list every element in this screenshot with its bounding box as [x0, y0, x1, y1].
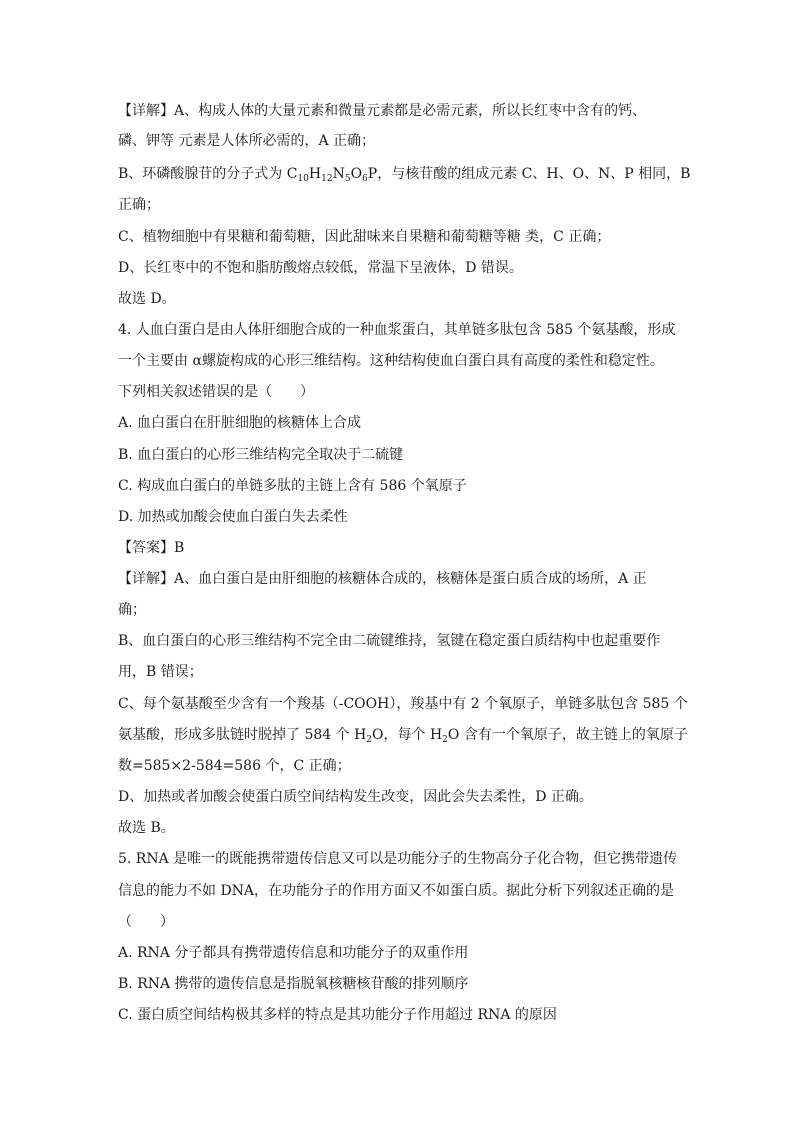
text-span: A. 血白蛋白在肝脏细胞的核糖体上合成 — [118, 415, 362, 431]
text-span: O — [350, 166, 363, 182]
text-line — [118, 258, 523, 278]
question-5-line — [118, 849, 677, 869]
text-line — [118, 756, 351, 776]
text-line — [118, 662, 203, 682]
text-span: 信息的能力不如 DNA，在功能分子的作用方面又不如蛋白质。据此分析下列叙述正确的是 — [118, 883, 675, 899]
text-span: C、植物细胞中有果糖和葡萄糖，因此甜味来自果糖和葡萄糖等糖 类，C 正确； — [118, 229, 611, 245]
text-line — [118, 131, 375, 151]
text-line — [118, 818, 175, 838]
text-span: N — [332, 166, 345, 182]
text-span: 确； — [118, 602, 146, 618]
text-span: D、加热或者加酸会使蛋白质空间结构发生改变，因此会失去柔性，D 正确。 — [118, 789, 593, 805]
text-span: B、血白蛋白的心形三维结构不完全由二硫键维持，氢键在稳定蛋白质结构中也起重要作 — [118, 633, 661, 649]
text-span: 故选 B。 — [118, 820, 175, 836]
text-span: D、长红枣中的不饱和脂肪酸熔点较低，常温下呈液体，D 错误。 — [118, 260, 523, 276]
formula-text-line — [118, 164, 690, 184]
option-b — [118, 974, 469, 994]
water-formula-line — [118, 725, 688, 745]
text-span: C. 蛋白质空间结构极其多样的特点是其功能分子作用超过 RNA 的原因 — [118, 1007, 557, 1023]
subscript: 10 — [297, 174, 309, 184]
text-span: （ ） — [118, 914, 174, 930]
text-span: 下列相关叙述错误的是（ ） — [118, 384, 314, 400]
option-b — [118, 445, 403, 465]
text-span: C. 构成血白蛋白的单链多肽的主链上含有 586 个氧原子 — [118, 478, 467, 494]
text-span: C、每个氨基酸至少含有一个羧基（-COOH），羧基中有 2 个氧原子，单链多肽包含 585 个 — [118, 696, 688, 712]
question-4-line — [118, 320, 675, 340]
text-span: 用，B 错误； — [118, 664, 203, 680]
text-span: A. RNA 分子都具有携带遗传信息和功能分子的双重作用 — [118, 945, 469, 961]
text-line — [118, 881, 674, 901]
text-span: 正确； — [118, 197, 160, 213]
text-span: 氨基酸，形成多肽链时脱掉了 584 个 H — [118, 727, 367, 743]
text-span: 数=585×2-584=586 个，C 正确； — [118, 758, 351, 774]
text-span: 【答案】B — [118, 540, 185, 556]
text-span: 4. 人血白蛋白是由人体肝细胞合成的一种血浆蛋白，其单链多肽包含 585 个氨基酸，形成 — [118, 322, 676, 338]
text-line — [118, 351, 664, 371]
option-d — [118, 507, 348, 527]
text-span: 5. RNA 是唯一的既能携带遗传信息又可以是功能分子的生物高分子化合物，但它携带遗传 — [118, 851, 678, 867]
option-a — [118, 943, 468, 963]
subscript: 2 — [366, 735, 373, 745]
subscript: 2 — [442, 735, 448, 745]
text-span: 故选 D。 — [118, 291, 176, 307]
subscript: 5 — [344, 174, 351, 184]
text-line — [118, 912, 174, 932]
text-span: D. 加热或加酸会使血白蛋白失去柔性 — [118, 509, 348, 525]
answer-line — [118, 538, 184, 558]
subscript: 6 — [362, 174, 368, 184]
text-span: B. 血白蛋白的心形三维结构完全取决于二硫键 — [118, 447, 404, 463]
text-line — [118, 631, 660, 651]
text-span: 【详解】A、血白蛋白是由肝细胞的核糖体合成的，核糖体是蛋白质合成的场所，A 正 — [118, 571, 647, 587]
text-line — [118, 569, 647, 589]
text-span: B. RNA 携带的遗传信息是指脱氧核糖核苷酸的排列顺序 — [118, 976, 469, 992]
text-span: 与核苷酸的组成元素 C、H、O、N、P 相同，B — [391, 166, 691, 182]
text-line — [118, 694, 688, 714]
text-line — [118, 787, 593, 807]
subscript: 12 — [321, 174, 333, 184]
text-line — [118, 289, 176, 309]
text-span: 磷、钾等 元素是人体所必需的，A 正确； — [118, 133, 376, 149]
text-line — [118, 600, 146, 620]
text-span: O 含有一个氧原子，故主链上的氧原子 — [447, 727, 688, 743]
option-a — [118, 413, 361, 433]
text-span: O，每个 H — [372, 727, 443, 743]
text-line — [118, 227, 610, 247]
option-c — [118, 1005, 557, 1025]
text-line — [118, 195, 160, 215]
text-span: P， — [367, 166, 392, 182]
option-c — [118, 476, 467, 496]
text-span: H — [308, 166, 322, 182]
text-span: 一个主要由 α螺旋构成的心形三维结构。这种结构使血白蛋白具有高度的柔性和稳定性。 — [118, 353, 664, 369]
text-span: B、环磷酸腺苷的分子式为 C — [118, 166, 298, 182]
text-line — [118, 382, 314, 402]
text-line — [118, 101, 646, 121]
text-span: 【详解】A、构成人体的大量元素和微量元素都是必需元素，所以长红枣中含有的钙、 — [118, 103, 647, 119]
